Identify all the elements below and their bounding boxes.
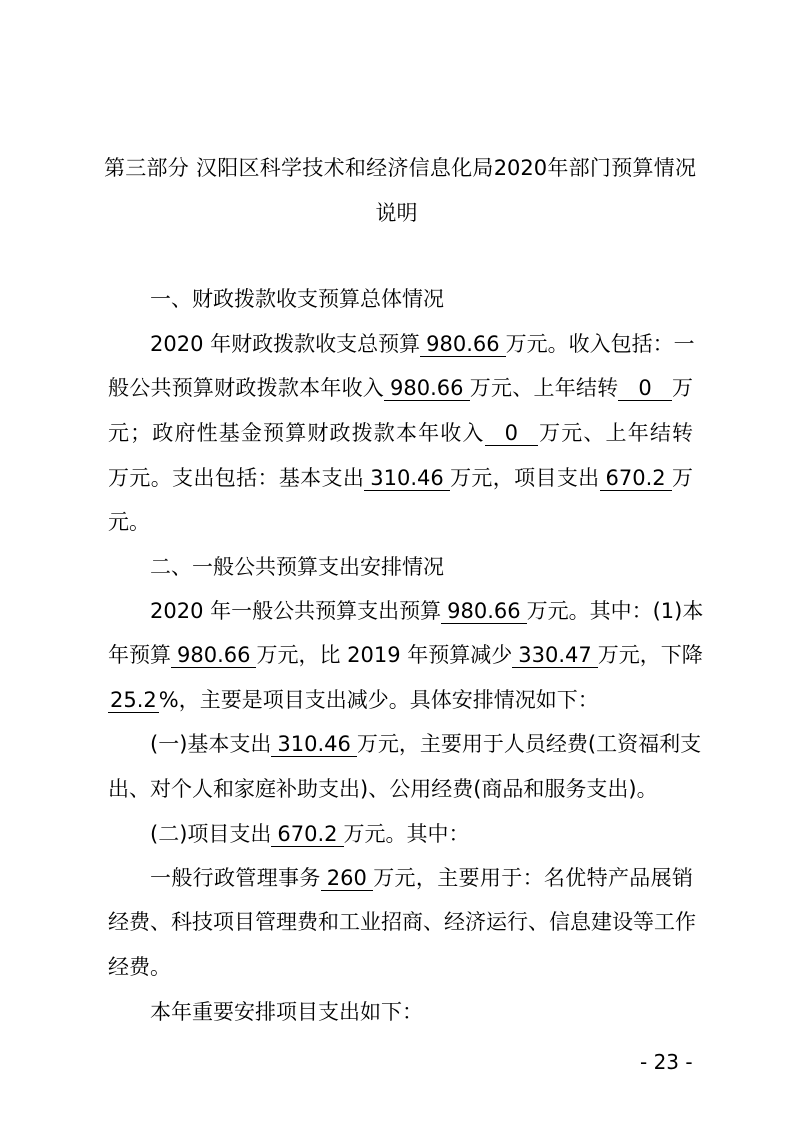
general-carry-value: 0 [618,376,671,401]
decrease-percent-value: 25.2 [110,688,157,712]
basic-expense-value: 310.46 [364,466,449,491]
section2-heading: 二、一般公共预算支出安排情况 [150,555,444,579]
paragraph-line: 元；政府性基金预算财政拨款本年收入 0 万元、上年结转 [108,421,694,445]
basic-expense-value: 310.46 [271,732,356,757]
paragraph-line: 出、对个人和家庭补助支出)、公用经费(商品和服务支出)。 [108,777,658,801]
document-title-line1: 第三部分 汉阳区科学技术和经济信息化局2020年部门预算情况 [104,156,696,180]
paragraph-line: 般公共预算财政拨款本年收入 980.66 万元、上年结转 0 万 [108,376,694,400]
decrease-value: 330.47 [512,643,597,668]
paragraph-line: 25.2%，主要是项目支出减少。具体安排情况如下： [110,688,599,712]
project-expense-value: 670.2 [600,466,672,491]
this-year-budget-value: 980.66 [171,643,256,668]
admin-affairs-value: 260 [321,866,373,891]
paragraph-line: (二)项目支出 670.2 万元。其中： [150,822,470,846]
paragraph-line: 本年重要安排项目支出如下： [150,1000,423,1024]
page-number: - 23 - [640,1050,693,1074]
paragraph-line: (一)基本支出 310.46 万元，主要用于人员经费(工资福利支 [150,732,702,756]
paragraph-line: 2020 年财政拨款收支总预算 980.66 万元。收入包括：一 [150,332,695,356]
paragraph-line: 经费。 [108,955,171,979]
general-budget-value: 980.66 [441,599,526,624]
fund-income-value: 0 [485,421,538,446]
project-expense-value: 670.2 [271,822,343,847]
paragraph-line: 万元。支出包括：基本支出 310.46 万元，项目支出 670.2 万 [108,466,694,490]
general-income-value: 980.66 [384,376,469,401]
section1-heading: 一、财政拨款收支预算总体情况 [150,287,444,311]
document-title-line2: 说明 [375,201,418,225]
paragraph-line: 经费、科技项目管理费和工业招商、经济运行、信息建设等工作 [108,910,696,934]
paragraph-line: 年预算 980.66 万元，比 2019 年预算减少 330.47 万元，下降 [108,643,703,667]
total-budget-value: 980.66 [420,332,505,357]
paragraph-line: 元。 [108,510,150,534]
paragraph-line: 2020 年一般公共预算支出预算 980.66 万元。其中：(1)本 [150,599,704,623]
paragraph-line: 一般行政管理事务 260 万元，主要用于：名优特产品展销 [150,866,693,890]
